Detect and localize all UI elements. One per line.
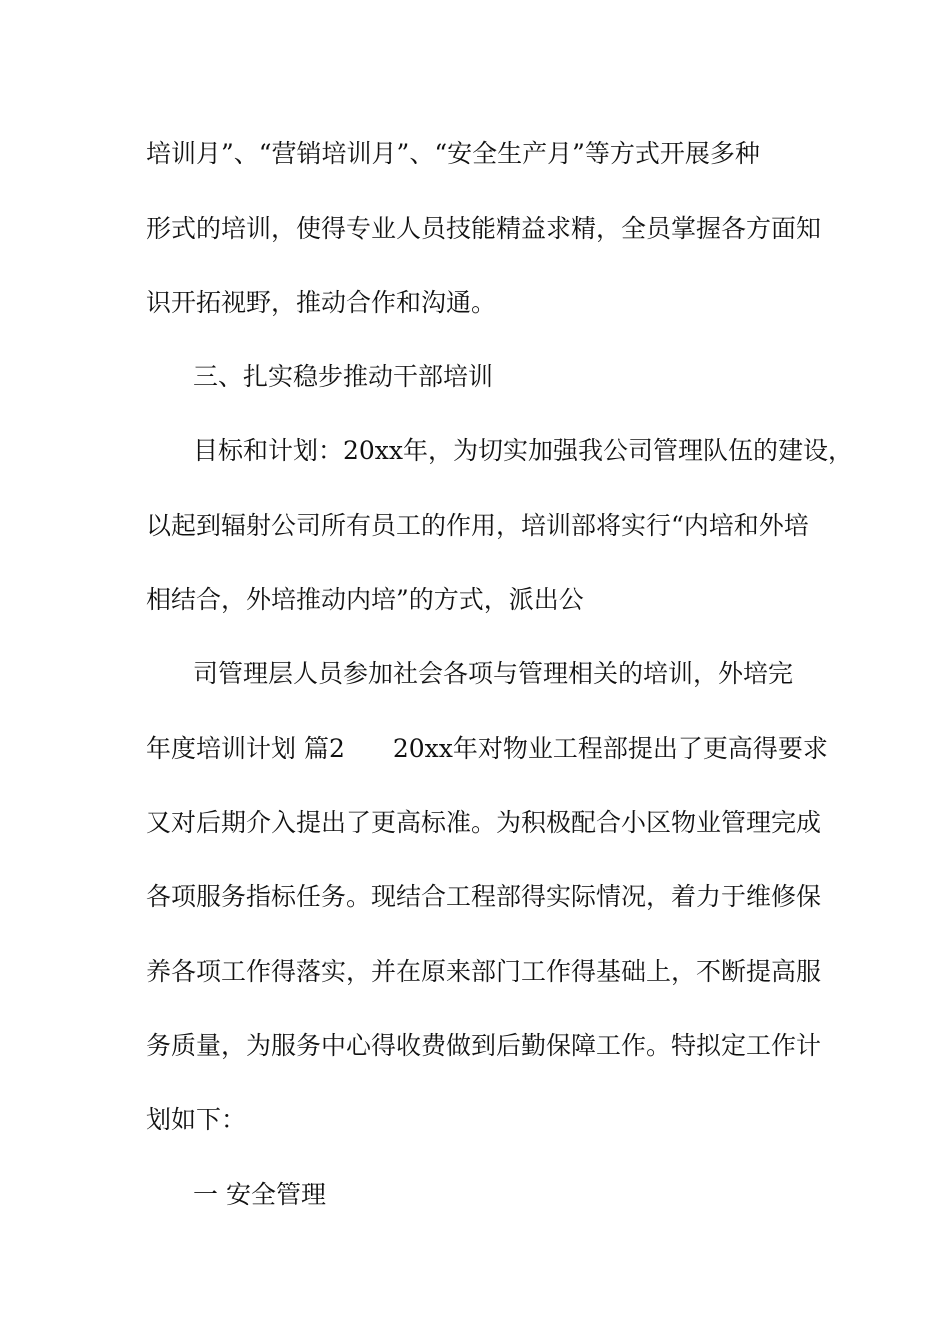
body-text-line: 目标和计划：20xx年，为切实加强我公司管理队伍的建设， — [193, 436, 854, 465]
body-text-line: 形式的培训，使得专业人员技能精益求精，全员掌握各方面知 — [146, 214, 822, 243]
body-text-line: 20xx年对物业工程部提出了更高得要求 — [392, 734, 828, 763]
body-text-line: 划如下： — [146, 1105, 247, 1134]
body-text-line: 务质量，为服务中心得收费做到后勤保障工作。特拟定工作计 — [146, 1031, 822, 1060]
body-text-line: 培训月”、“营销培训月”、“安全生产月”等方式开展多种 — [146, 139, 760, 168]
body-text-line: 识开拓视野，推动合作和沟通。 — [146, 288, 497, 317]
body-text-line: 各项服务指标任务。现结合工程部得实际情况，着力于维修保 — [146, 882, 822, 911]
body-text-line: 司管理层人员参加社会各项与管理相关的培训，外培完 — [193, 659, 794, 688]
body-text-line: 养各项工作得落实，并在原来部门工作得基础上，不断提高服 — [146, 957, 822, 986]
body-text-line: 相结合，外培推动内培”的方式，派出公 — [146, 585, 584, 614]
plan-title: 年度培训计划 篇2 — [146, 734, 345, 763]
body-text-line: 以起到辐射公司所有员工的作用，培训部将实行“内培和外培 — [146, 511, 809, 540]
section-heading: 三、扎实稳步推动干部培训 — [193, 362, 494, 391]
body-text-line: 又对后期介入提出了更高标准。为积极配合小区物业管理完成 — [146, 808, 822, 837]
section-heading: 一 安全管理 — [193, 1180, 326, 1209]
plan-title-line — [146, 729, 826, 769]
